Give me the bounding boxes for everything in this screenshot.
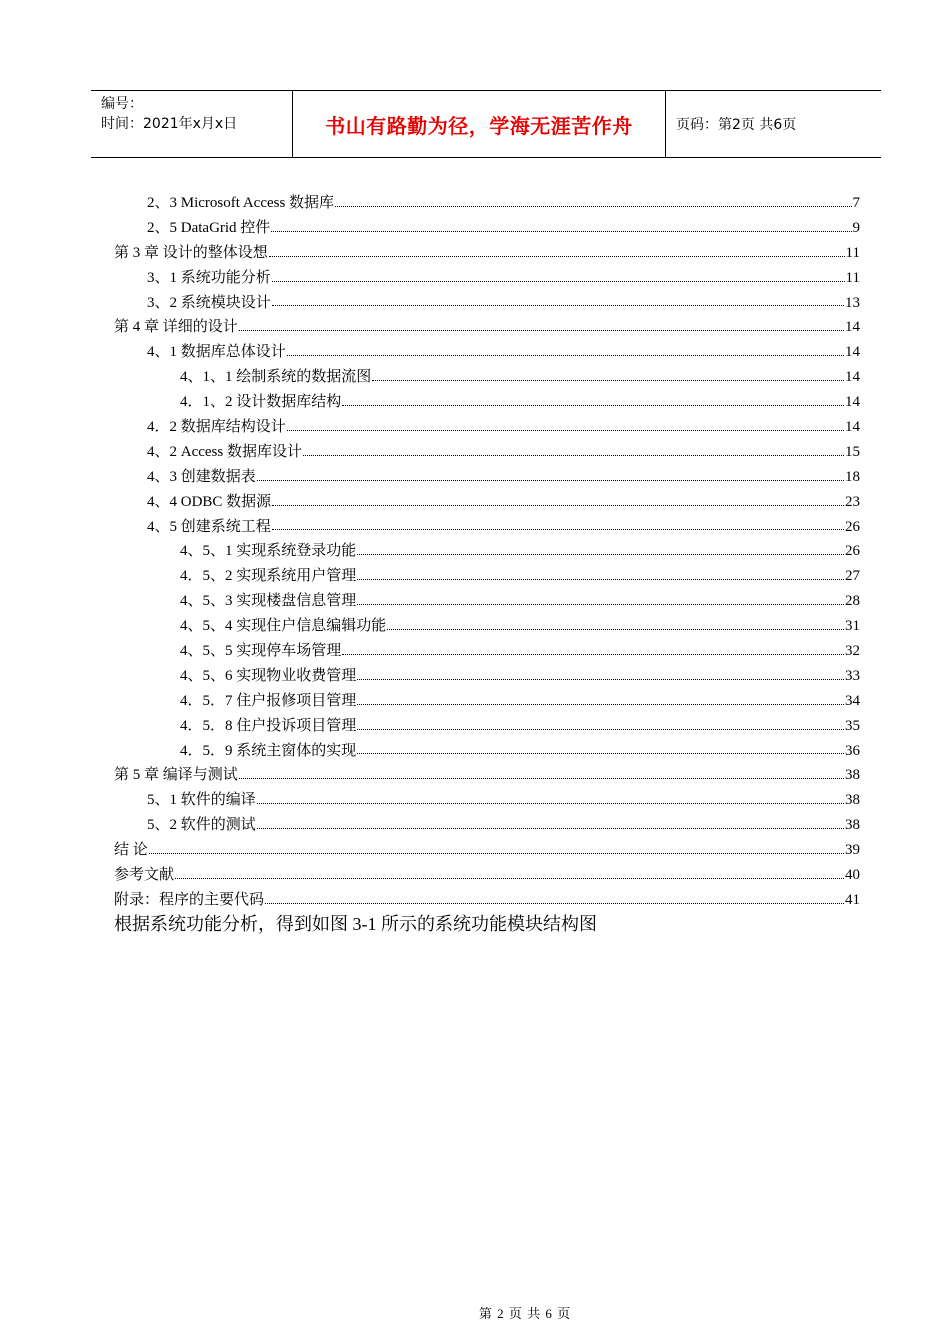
toc-entry[interactable] xyxy=(114,415,860,440)
toc-dot-leader xyxy=(272,304,844,306)
toc-entry[interactable] xyxy=(114,664,860,689)
toc-entry[interactable] xyxy=(114,340,860,365)
toc-entry[interactable] xyxy=(114,714,860,739)
toc-dot-leader xyxy=(175,877,844,879)
toc-entry[interactable] xyxy=(114,241,860,266)
toc-entry-page-number: 41 xyxy=(845,891,860,908)
toc-entry-page-number: 15 xyxy=(845,443,860,460)
toc-entry-title: 第 3 章 设计的整体设想 xyxy=(114,244,268,261)
toc-dot-leader xyxy=(357,553,844,555)
toc-entry-title: 4、2 Access 数据库设计 xyxy=(147,443,302,460)
toc-entry-title: 4．2 数据库结构设计 xyxy=(147,419,286,436)
toc-dot-leader xyxy=(149,852,844,854)
toc-entry[interactable] xyxy=(114,863,860,888)
toc-entry-page-number: 31 xyxy=(845,618,860,635)
toc-dot-leader xyxy=(357,578,844,580)
toc-entry[interactable] xyxy=(114,465,860,490)
toc-entry-title: 3、1 系统功能分析 xyxy=(147,269,271,286)
toc-dot-leader xyxy=(287,429,844,431)
toc-dot-leader xyxy=(357,678,844,680)
toc-entry-page-number: 36 xyxy=(845,742,860,759)
toc-entry-page-number: 27 xyxy=(845,568,860,585)
page-footer xyxy=(0,1303,950,1322)
toc-entry[interactable] xyxy=(114,589,860,614)
header-page-cell xyxy=(666,91,881,157)
toc-dot-leader xyxy=(265,902,844,904)
toc-entry[interactable] xyxy=(114,515,860,540)
toc-entry-page-number: 11 xyxy=(845,244,860,261)
toc-entry[interactable] xyxy=(114,440,860,465)
toc-entry[interactable] xyxy=(114,813,860,838)
toc-dot-leader xyxy=(357,703,844,705)
toc-dot-leader xyxy=(269,255,845,257)
toc-dot-leader xyxy=(303,454,844,456)
toc-entry-title: 附录：程序的主要代码 xyxy=(114,891,265,908)
document-number-label: 编号： xyxy=(101,96,143,112)
toc-entry-title: 4、5、5 实现停车场管理 xyxy=(180,643,342,660)
toc-entry-title: 2、3 Microsoft Access 数据库 xyxy=(147,195,335,211)
toc-entry-title: 结 论 xyxy=(114,842,148,859)
toc-entry-title: 4、5、3 实现楼盘信息管理 xyxy=(180,593,357,610)
toc-dot-leader xyxy=(272,528,844,530)
toc-entry-page-number: 35 xyxy=(845,717,860,734)
toc-entry[interactable] xyxy=(114,639,860,664)
toc-entry-title: 4、5 创建系统工程 xyxy=(147,518,271,535)
toc-entry-title: 4．5、2 实现系统用户管理 xyxy=(180,568,357,585)
toc-dot-leader xyxy=(257,479,844,481)
toc-entry[interactable] xyxy=(114,763,860,788)
toc-entry-page-number: 26 xyxy=(845,543,860,560)
toc-entry-title: 参考文献 xyxy=(114,867,175,884)
toc-entry-title: 4．5．9 系统主窗体的实现 xyxy=(180,742,357,759)
header-motto: 书山有路勤为径，学海无涯苦作舟 xyxy=(325,113,633,138)
toc-entry[interactable] xyxy=(114,266,860,291)
toc-dot-leader xyxy=(335,205,851,207)
toc-entry-title: 4、5、4 实现住户信息编辑功能 xyxy=(180,618,387,635)
toc-entry[interactable] xyxy=(114,490,860,515)
toc-dot-leader xyxy=(357,752,844,754)
toc-entry[interactable] xyxy=(114,838,860,863)
toc-entry-page-number: 38 xyxy=(845,817,860,834)
body-paragraph: 根据系统功能分析，得到如图 3-1 所示的系统功能模块结构图 xyxy=(114,914,597,934)
toc-entry-title: 4、1 数据库总体设计 xyxy=(147,344,286,361)
toc-dot-leader xyxy=(357,728,844,730)
toc-entry-page-number: 14 xyxy=(845,319,860,336)
toc-dot-leader xyxy=(342,404,844,406)
header-motto-cell xyxy=(293,91,666,157)
toc-entry[interactable] xyxy=(114,739,860,764)
toc-dot-leader xyxy=(387,628,844,630)
toc-entry-page-number: 9 xyxy=(852,219,860,236)
toc-entry-title: 4．1、2 设计数据库结构 xyxy=(180,394,342,411)
toc-entry[interactable] xyxy=(114,390,860,415)
toc-entry[interactable] xyxy=(114,365,860,390)
toc-entry-title: 第 5 章 编译与测试 xyxy=(114,767,238,784)
toc-dot-leader xyxy=(257,827,844,829)
toc-entry-page-number: 14 xyxy=(845,369,860,386)
toc-entry[interactable] xyxy=(114,539,860,564)
toc-entry-title: 4．5．8 住户投诉项目管理 xyxy=(180,717,357,734)
toc-entry[interactable] xyxy=(114,564,860,589)
toc-entry-title: 4、3 创建数据表 xyxy=(147,468,256,485)
toc-entry-page-number: 26 xyxy=(845,518,860,535)
toc-entry-title: 第 4 章 详细的设计 xyxy=(114,319,238,336)
toc-entry-page-number: 14 xyxy=(845,344,860,361)
toc-entry[interactable] xyxy=(114,689,860,714)
toc-entry-page-number: 28 xyxy=(845,593,860,610)
toc-entry-title: 5、1 软件的编译 xyxy=(147,792,256,809)
toc-entry-page-number: 39 xyxy=(845,842,860,859)
toc-dot-leader xyxy=(287,354,844,356)
toc-dot-leader xyxy=(272,504,844,506)
document-time-label: 时间：2021年x月x日 xyxy=(101,116,238,132)
header-meta-cell xyxy=(91,91,293,157)
toc-entry[interactable] xyxy=(114,291,860,316)
toc-entry-page-number: 34 xyxy=(845,692,860,709)
toc-entry-title: 4、1、1 绘制系统的数据流图 xyxy=(180,369,372,386)
header-page-info: 页码：第2页 共6页 xyxy=(676,117,797,133)
page-header xyxy=(91,90,881,158)
toc-entry-title: 3、2 系统模块设计 xyxy=(147,294,271,311)
toc-entry[interactable] xyxy=(114,191,860,216)
toc-entry-page-number: 7 xyxy=(852,195,860,211)
toc-entry-title: 4、4 ODBC 数据源 xyxy=(147,493,272,510)
toc-dot-leader xyxy=(271,230,851,232)
toc-entry-page-number: 23 xyxy=(845,493,860,510)
toc-entry-title: 4、5、6 实现物业收费管理 xyxy=(180,667,357,684)
toc-entry[interactable] xyxy=(114,216,860,241)
toc-dot-leader xyxy=(239,329,844,331)
toc-entry-title: 4．5．7 住户报修项目管理 xyxy=(180,692,357,709)
toc-entry-page-number: 38 xyxy=(845,767,860,784)
toc-entry-page-number: 14 xyxy=(845,394,860,411)
toc-dot-leader xyxy=(372,379,844,381)
toc-entry[interactable] xyxy=(114,888,860,913)
toc-entry-title: 5、2 软件的测试 xyxy=(147,817,256,834)
toc-dot-leader xyxy=(272,280,845,282)
toc-entry[interactable] xyxy=(114,315,860,340)
toc-entry-page-number: 14 xyxy=(845,419,860,436)
toc-entry-page-number: 18 xyxy=(845,468,860,485)
toc-entry-title: 4、5、1 实现系统登录功能 xyxy=(180,543,357,560)
toc-entry-page-number: 40 xyxy=(845,867,860,884)
toc-entry-page-number: 11 xyxy=(845,269,860,286)
toc-entry-page-number: 32 xyxy=(845,643,860,660)
toc-entry-page-number: 38 xyxy=(845,792,860,809)
toc-dot-leader xyxy=(342,653,844,655)
toc-entry[interactable] xyxy=(114,788,860,813)
toc-dot-leader xyxy=(357,603,844,605)
toc-entry-title: 2、5 DataGrid 控件 xyxy=(147,219,271,236)
toc-entry-page-number: 33 xyxy=(845,667,860,684)
toc-dot-leader xyxy=(257,802,844,804)
toc-entry[interactable] xyxy=(114,614,860,639)
toc-dot-leader xyxy=(239,777,844,779)
table-of-contents xyxy=(114,191,860,913)
footer-page-number: 第 2 页 共 6 页 xyxy=(478,1306,572,1321)
toc-entry-page-number: 13 xyxy=(845,294,860,311)
